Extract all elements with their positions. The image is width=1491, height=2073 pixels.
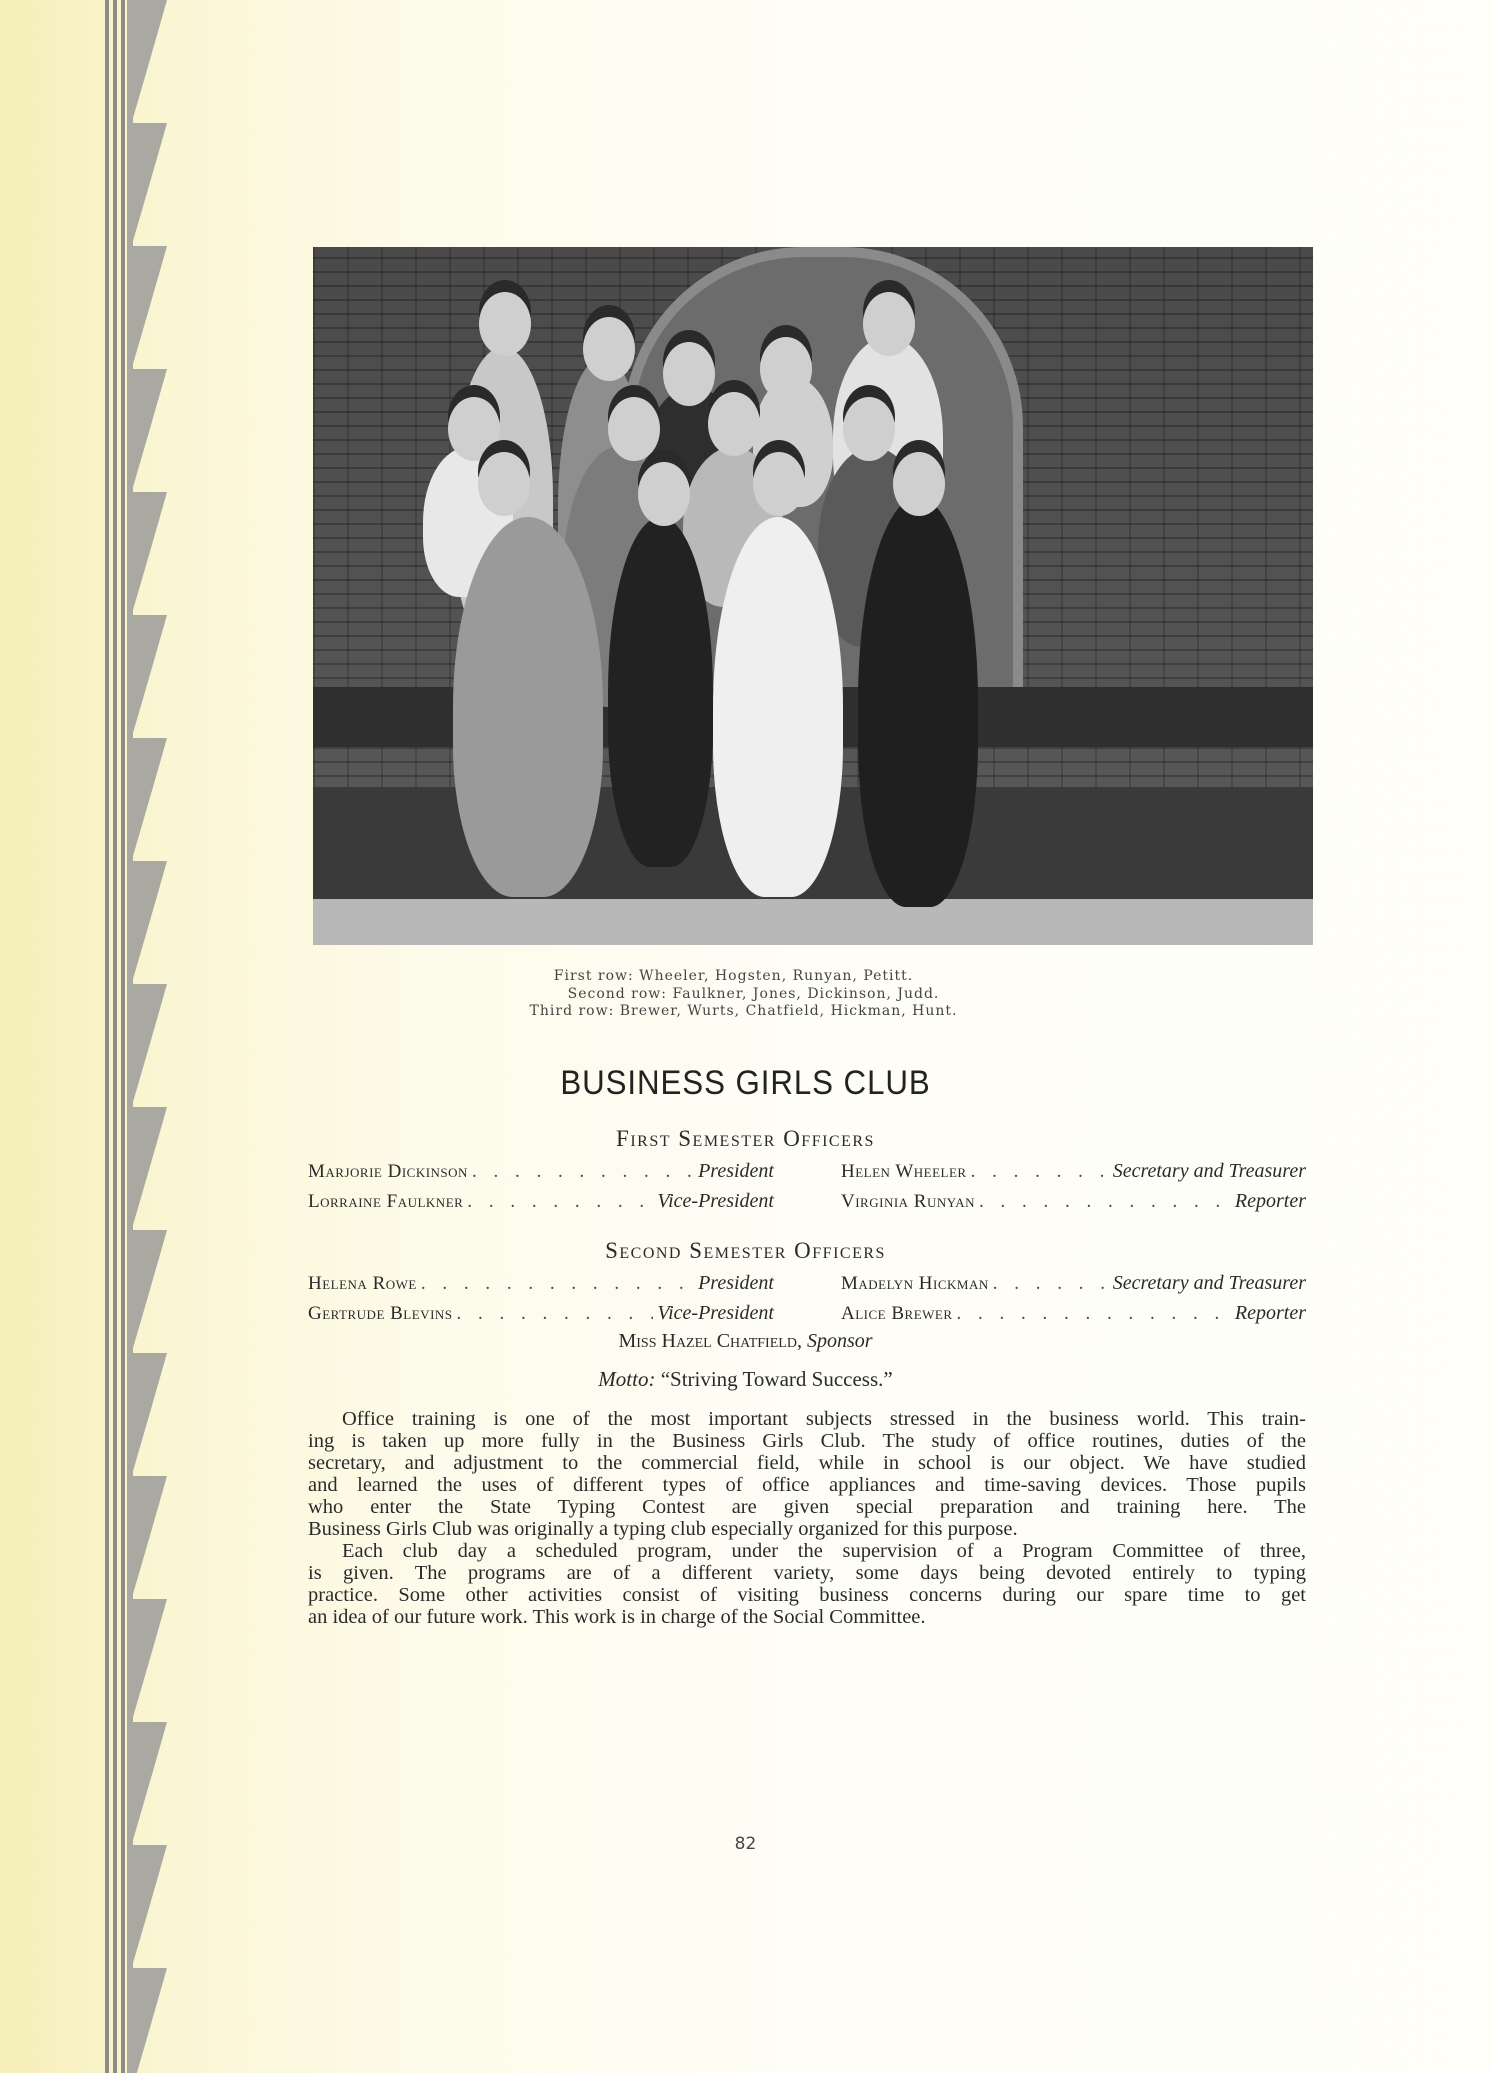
officer-role: Secretary and Treasurer	[1112, 1160, 1306, 1182]
officer-role: President	[698, 1160, 774, 1182]
motto-line	[0, 1367, 1491, 1392]
group-photo	[313, 247, 1313, 945]
officer-row	[308, 1190, 1306, 1218]
body-line: who enter the State Typing Contest are given special preparation and training here. The	[308, 1496, 1306, 1518]
body-line: Office training is one of the most important subjects stressed in the business world. This train-	[342, 1408, 1306, 1430]
officer-name: Marjorie Dickinson	[308, 1161, 468, 1182]
officer-name: Madelyn Hickman	[841, 1273, 989, 1294]
sidewalk	[313, 899, 1313, 945]
page-title: BUSINESS GIRLS CLUB	[560, 1064, 931, 1102]
body-line: Business Girls Club was originally a typing club especially organized for this purpose.	[308, 1518, 1018, 1540]
officer-role: President	[698, 1272, 774, 1294]
caption-second-row: Second row: Faulkner, Jones, Dickinson, Judd.	[567, 985, 940, 1002]
photo-caption	[0, 968, 1491, 1021]
art-deco-border	[0, 0, 240, 2073]
officer-role: Reporter	[1234, 1190, 1306, 1212]
motto-label: Motto:	[598, 1367, 656, 1391]
caption-first-row: First row: Wheeler, Hogsten, Runyan, Petitt.	[553, 968, 914, 984]
sponsor-name: Miss Hazel Chatfield	[618, 1330, 797, 1352]
body-line: is given. The programs are of a different variety, some days being devoted entirely to typing	[308, 1562, 1306, 1584]
officer-role: Vice-President	[657, 1302, 774, 1324]
first-semester-heading: First Semester Officers	[616, 1126, 875, 1151]
sponsor-line: Miss Hazel Chatfield, Sponsor	[618, 1330, 873, 1352]
officer-name: Helena Rowe	[308, 1273, 417, 1294]
officer-role: Reporter	[1234, 1302, 1306, 1324]
body-line: secretary, and adjustment to the commercial field, while in school is our object. We have studied	[308, 1452, 1306, 1474]
officer-name: Gertrude Blevins	[308, 1303, 453, 1324]
body-text	[308, 1408, 1306, 1628]
officer-row	[308, 1160, 1306, 1188]
officer-name: Alice Brewer	[841, 1303, 953, 1324]
body-line: an idea of our future work. This work is in charge of the Social Committee.	[308, 1606, 926, 1628]
body-line: Each club day a scheduled program, under the supervision of a Program Committee of three,	[342, 1540, 1306, 1562]
caption-third-row: Third row: Brewer, Wurts, Chatfield, Hickman, Hunt.	[529, 1003, 958, 1019]
body-line: and learned the uses of different types of office appliances and time-saving devices. Those pupils	[308, 1474, 1306, 1496]
officer-name: Helen Wheeler	[841, 1161, 967, 1182]
officer-row	[308, 1272, 1306, 1300]
page-number: 82	[734, 1834, 757, 1854]
body-line: practice. Some other activities consist of visiting business concerns during our spare time to get	[308, 1584, 1306, 1606]
officer-role: Vice-President	[657, 1190, 774, 1212]
body-line: ing is taken up more fully in the Business Girls Club. The study of office routines, duties of the	[308, 1430, 1306, 1452]
officer-row	[308, 1302, 1306, 1330]
officer-role: Secretary and Treasurer	[1112, 1272, 1306, 1294]
motto-text: “Striving Toward Success.”	[660, 1367, 893, 1391]
sponsor-role: Sponsor	[806, 1330, 873, 1352]
officer-name: Virginia Runyan	[841, 1191, 975, 1212]
officer-name: Lorraine Faulkner	[308, 1191, 464, 1212]
second-semester-heading: Second Semester Officers	[605, 1238, 886, 1263]
